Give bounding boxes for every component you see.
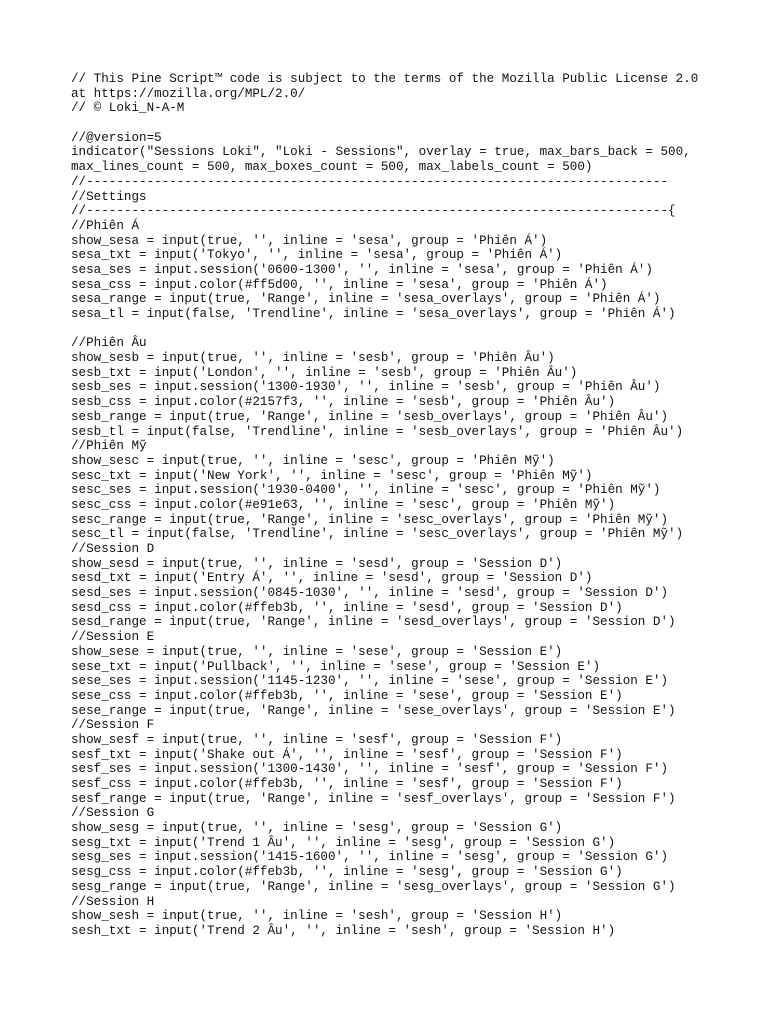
code-line (71, 116, 751, 131)
code-line: sesb_ses = input.session('1300-1930', '', inline = 'sesb', group = 'Phiên Âu') (71, 380, 661, 395)
code-line: sesd_range = input(true, 'Range', inline = 'sesd_overlays', group = 'Session D') (71, 615, 676, 630)
code-line: sesd_txt = input('Entry Á', '', inline = 'sesd', group = 'Session D') (71, 571, 593, 586)
code-line: show_sese = input(true, '', inline = 'sese', group = 'Session E') (71, 644, 563, 659)
code-line: sesc_css = input.color(#e91e63, '', inline = 'sesc', group = 'Phiên Mỹ') (71, 497, 616, 512)
code-line: sesd_ses = input.session('0845-1030', '', inline = 'sesd', group = 'Session D') (71, 586, 669, 601)
code-line: sese_range = input(true, 'Range', inline = 'sese_overlays', group = 'Session E') (71, 703, 676, 718)
code-line: sese_txt = input('Pullback', '', inline = 'sese', group = 'Session E') (71, 659, 601, 674)
code-line: sesb_txt = input('London', '', inline = 'sesb', group = 'Phiên Âu') (71, 365, 578, 380)
code-line: show_sesd = input(true, '', inline = 'sesd', group = 'Session D') (71, 556, 563, 571)
code-line: //Phiên Mỹ (71, 439, 147, 454)
code-line: show_sesh = input(true, '', inline = 'sesh', group = 'Session H') (71, 909, 563, 924)
code-line: sesf_range = input(true, 'Range', inline = 'sesf_overlays', group = 'Session F') (71, 791, 676, 806)
code-line: sesb_range = input(true, 'Range', inline = 'sesb_overlays', group = 'Phiên Âu') (71, 409, 669, 424)
code-line: sesg_ses = input.session('1415-1600', '', inline = 'sesg', group = 'Session G') (71, 850, 669, 865)
code-line: sesf_txt = input('Shake out Á', '', inline = 'sesf', group = 'Session F') (71, 747, 623, 762)
code-line: show_sesf = input(true, '', inline = 'sesf', group = 'Session F') (71, 732, 563, 747)
code-line: show_sesc = input(true, '', inline = 'sesc', group = 'Phiên Mỹ') (71, 453, 555, 468)
code-line: sesb_css = input.color(#2157f3, '', inline = 'sesb', group = 'Phiên Âu') (71, 395, 616, 410)
code-line: //Session G (71, 806, 155, 821)
code-line: sesc_range = input(true, 'Range', inline = 'sesc_overlays', group = 'Phiên Mỹ') (71, 512, 669, 527)
code-line: sesa_txt = input('Tokyo', '', inline = 'sesa', group = 'Phiên Á') (71, 248, 563, 263)
code-line: show_sesa = input(true, '', inline = 'sesa', group = 'Phiên Á') (71, 233, 548, 248)
code-line: show_sesg = input(true, '', inline = 'sesg', group = 'Session G') (71, 821, 563, 836)
code-line (71, 322, 751, 337)
code-line: sesf_ses = input.session('1300-1430', '', inline = 'sesf', group = 'Session F') (71, 762, 669, 777)
code-line: //Session E (71, 630, 155, 645)
code-line: //Phiên Âu (71, 336, 147, 351)
code-line: sesg_range = input(true, 'Range', inline = 'sesg_overlays', group = 'Session G') (71, 879, 676, 894)
code-line: //Phiên Á (71, 218, 140, 233)
code-line: //Settings (71, 189, 147, 204)
code-line: sesb_tl = input(false, 'Trendline', inline = 'sesb_overlays', group = 'Phiên Âu') (71, 424, 684, 439)
code-block (71, 72, 751, 939)
code-line: sese_css = input.color(#ffeb3b, '', inline = 'sese', group = 'Session E') (71, 688, 623, 703)
code-line: //Session D (71, 542, 155, 556)
code-line: sesc_txt = input('New York', '', inline = 'sesc', group = 'Phiên Mỹ') (71, 468, 593, 483)
code-line: sesc_ses = input.session('1930-0400', '', inline = 'sesc', group = 'Phiên Mỹ') (71, 483, 661, 498)
code-line: sesa_ses = input.session('0600-1300', '', inline = 'sesa', group = 'Phiên Á') (71, 262, 653, 277)
code-line: sesg_css = input.color(#ffeb3b, '', inline = 'sesg', group = 'Session G') (71, 865, 623, 880)
code-line: indicator("Sessions Loki", "Loki - Sessions", overlay = true, max_bars_back = 500, (71, 145, 691, 160)
code-line: sesf_css = input.color(#ffeb3b, '', inline = 'sesf', group = 'Session F') (71, 777, 623, 791)
code-line: //Session H (71, 894, 155, 909)
code-line: sesc_tl = input(false, 'Trendline', inline = 'sesc_overlays', group = 'Phiên Mỹ') (71, 527, 684, 542)
code-line: sesa_range = input(true, 'Range', inline = 'sesa_overlays', group = 'Phiên Á') (71, 292, 661, 307)
code-line: // © Loki_N-A-M (71, 101, 185, 116)
code-line: sesa_css = input.color(#ff5d00, '', inline = 'sesa', group = 'Phiên Á') (71, 277, 608, 292)
code-line: sesh_txt = input('Trend 2 Âu', '', inline = 'sesh', group = 'Session H') (71, 923, 616, 938)
code-line: sesa_tl = input(false, 'Trendline', inline = 'sesa_overlays', group = 'Phiên Á') (71, 307, 676, 321)
code-line: at https://mozilla.org/MPL/2.0/ (71, 86, 306, 101)
code-line: max_lines_count = 500, max_boxes_count = 500, max_labels_count = 500) (71, 160, 593, 175)
code-line: //@version=5 (71, 130, 162, 145)
code-line: sesg_txt = input('Trend 1 Âu', '', inline = 'sesg', group = 'Session G') (71, 835, 616, 850)
code-line: sesd_css = input.color(#ffeb3b, '', inline = 'sesd', group = 'Session D') (71, 600, 623, 615)
code-line: show_sesb = input(true, '', inline = 'sesb', group = 'Phiên Âu') (71, 351, 555, 366)
code-line: sese_ses = input.session('1145-1230', '', inline = 'sese', group = 'Session E') (71, 674, 669, 689)
code-line: //Session F (71, 718, 155, 733)
code-line: //----------------------------------------------------------------------------- (71, 174, 669, 189)
code-line: // This Pine Script™ code is subject to the terms of the Mozilla Public License 2.0 (71, 72, 699, 86)
code-line: //-----------------------------------------------------------------------------{ (71, 204, 676, 219)
